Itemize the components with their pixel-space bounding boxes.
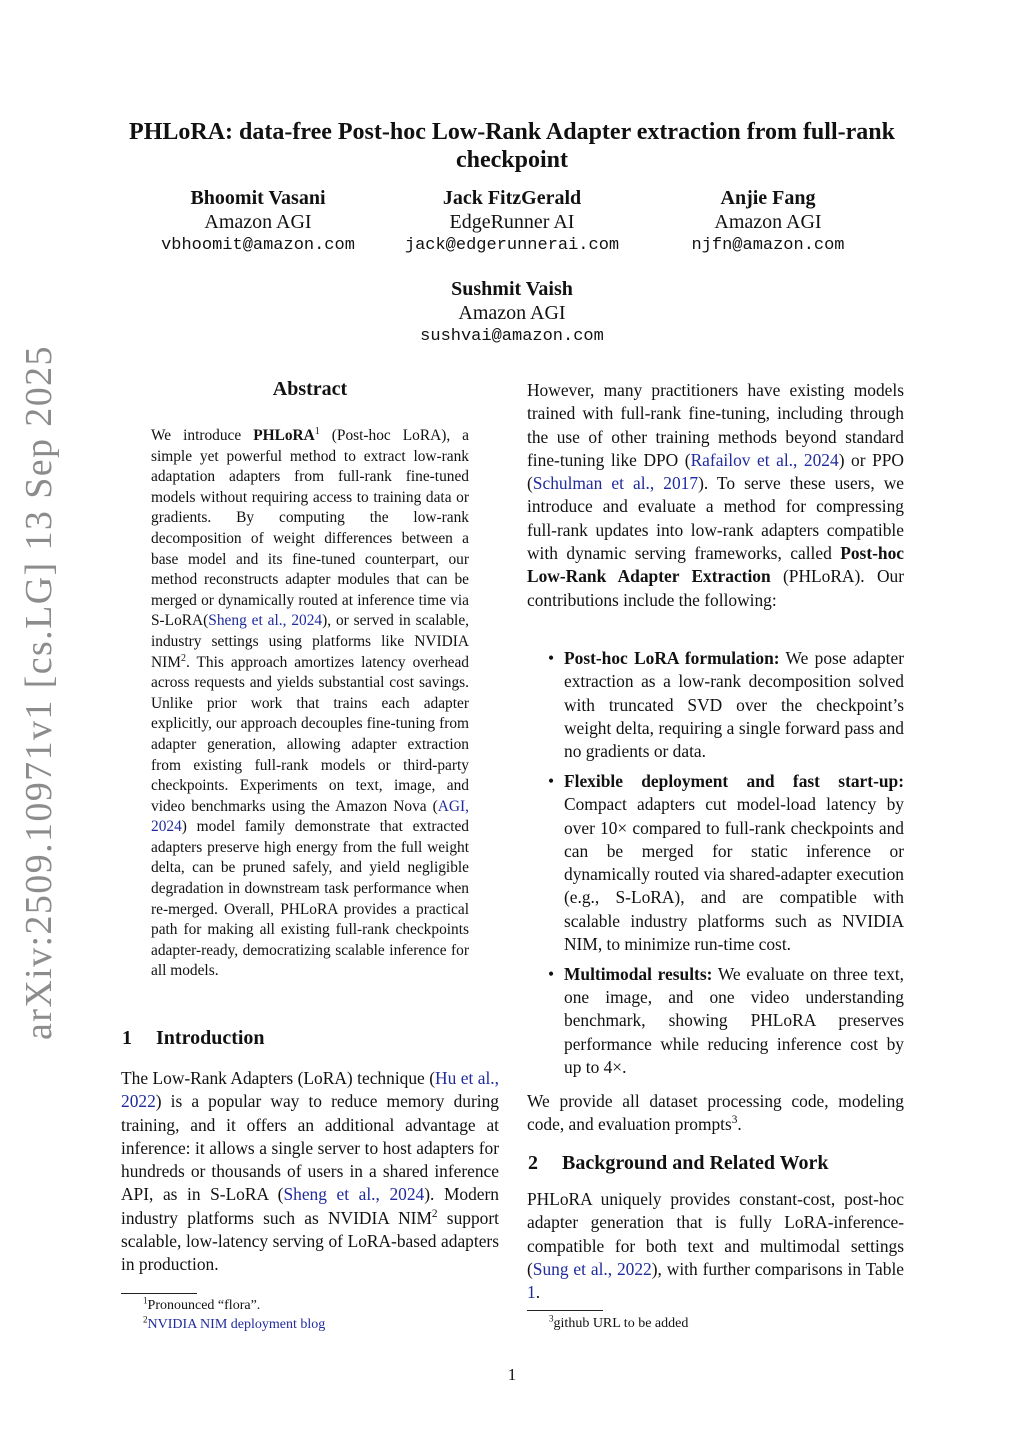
list-item: • Flexible deployment and fast start-up: Compact adapters cut model-load latency by over 10× compared to full-rank checkpoints and can be merged for static inference or dynamically routed via shared-adapter execution (e.g., S-LoRA), and are compatible with scalable industry platforms such as NVIDIA NIM, to minimize run-time cost. — [548, 770, 904, 955]
abstract-heading: Abstract — [272, 378, 348, 400]
footnote-marker[interactable]: 2 — [431, 1207, 438, 1220]
author-name: Jack FitzGerald — [442, 187, 582, 209]
section-heading-background: 2 Background and Related Work — [528, 1152, 829, 1174]
author-email[interactable]: njfn@amazon.com — [691, 236, 845, 255]
footnote-2: $^2$NVIDIA NIM deployment blog — [143, 1314, 326, 1332]
author-name: Bhoomit Vasani — [190, 187, 326, 209]
citation-link[interactable]: AGI, 2024 — [151, 797, 469, 836]
bullet-icon: • — [548, 963, 555, 984]
citation-link[interactable]: Schulman et al., 2017 — [532, 473, 699, 494]
footnote-1: $^1$Pronounced “flora”. — [143, 1295, 261, 1313]
citation-link[interactable]: Rafailov et al., 2024 — [690, 449, 839, 470]
author-affiliation: Amazon AGI — [458, 302, 566, 324]
footnote-divider — [527, 1310, 603, 1311]
author-email[interactable]: jack@edgerunnerai.com — [404, 236, 620, 255]
citation-link[interactable]: Hu et al., 2022 — [121, 1068, 499, 1112]
bullet-icon: • — [548, 648, 555, 668]
intro-continued-paragraph: However, many practitioners have existing models trained with full-rank fine-tuning, including through the use of other training methods beyond standard fine-tuning like DPO (Rafailov et al., 2024) or PPO (Schulman et al., 2017). To serve these users, we introduce and evaluate a method for compressing full-rank updates into low-rank adapters compatible with dynamic serving frameworks, called Post-hoc Low-Rank Adapter Extraction (PHLoRA). Our contributions include the following: — [527, 380, 904, 610]
bullet-icon: • — [548, 770, 555, 791]
author-block — [118, 186, 398, 258]
intro-paragraph: The Low-Rank Adapters (LoRA) technique (Hu et al., 2022) is a popular way to reduce memory during training, and it offers an additional advantage at inference: it allows a single server to host adapters for hundreds or thousands of users in a shared inference API, as in S-LoRA (Sheng et al., 2024). Modern industry platforms such as NVIDIA NIM$^2$ support scalable, low-latency serving of LoRA-based adapters in production. — [121, 1068, 500, 1275]
list-item: • Post-hoc LoRA formulation: We pose adapter extraction as a low-rank decomposition solved with truncated SVD over the checkpoint’s weight delta, requiring a single forward pass and no gradients or data. — [548, 648, 905, 762]
footnote-3: $^3$github URL to be added — [549, 1313, 689, 1331]
citation-link[interactable]: Sheng et al., 2024 — [208, 612, 323, 630]
footnote-marker[interactable]: 2 — [180, 652, 186, 664]
arxiv-stamp: arXiv:2509.10971v1 [cs.LG] 13 Sep 2025 — [18, 345, 60, 1040]
page-number: 1 — [507, 1365, 517, 1384]
resources-paragraph: We provide all dataset processing code, modeling code, and evaluation prompts$^3$. — [527, 1091, 904, 1135]
background-paragraph: PHLoRA uniquely provides constant-cost, post-hoc adapter generation that is fully LoRA-inference-compatible for both text and multimodal settings (Sung et al., 2022), with further comparisons in Table 1. — [527, 1189, 904, 1303]
citation-link[interactable]: Sung et al., 2022 — [532, 1258, 652, 1279]
footnote-divider — [121, 1293, 197, 1294]
author-name: Anjie Fang — [720, 187, 816, 209]
author-email[interactable]: sushvai@amazon.com — [420, 327, 604, 346]
method-name: PHLoRA — [253, 427, 315, 444]
citation-link[interactable]: Sheng et al., 2024 — [283, 1184, 425, 1205]
paper-title: PHLoRA: data-free Post-hoc Low-Rank Adapter extraction from full-rank checkpoint — [129, 119, 895, 173]
author-affiliation: Amazon AGI — [204, 211, 312, 233]
author-email[interactable]: vbhoomit@amazon.com — [161, 236, 355, 255]
author-name: Sushmit Vaish — [451, 278, 573, 300]
abstract-text: We introduce PHLoRA$^1$ (Post-hoc LoRA), a simple yet powerful method to extract low-rank adaptation adapters from full-rank fine-tuned models without requiring access to training data or gradients. By computing the low-rank decomposition of weight differences between a base model and its fine-tuned counterpart, our method reconstructs adapter modules that can be merged or dynamically routed at inference time via S-LoRA(Sheng et al., 2024), or served in scalable, industry settings using platforms like NVIDIA NIM$^2$. This approach amortizes latency overhead across requests and yields substantial cost savings. Unlike prior work that trains each adapter explicitly, our approach decouples fine-tuning from adapter generation, allowing adapter extraction from existing full-rank models or third-party checkpoints. Experiments on text, image, and video benchmarks using the Amazon Nova (AGI, 2024) model family demonstrate that extracted adapters preserve high energy from the full weight delta, can be pruned safely, and yield negligible degradation in downstream task performance when re-merged. Overall, PHLoRA provides a practical path for making all existing full-rank checkpoints adapter-ready, democratizing scalable inference for all models. — [151, 425, 469, 980]
contributions-list — [548, 647, 904, 1086]
author-block — [628, 186, 908, 258]
footnote-marker[interactable]: 3 — [731, 1114, 738, 1127]
table-reference[interactable]: 1 — [527, 1282, 536, 1303]
list-item: • Multimodal results: We evaluate on three text, one image, and one video understanding benchmark, showing PHLoRA preserves performance while reducing inference cost by up to 4×. — [548, 963, 904, 1078]
section-heading-introduction: 1 Introduction — [122, 1027, 265, 1049]
footnote-link[interactable]: NVIDIA NIM deployment blog — [147, 1317, 326, 1332]
author-block — [372, 277, 652, 349]
author-block — [372, 186, 652, 258]
method-full-name: Post-hoc Low-Rank Adapter Extraction — [527, 543, 904, 587]
footnote-marker[interactable]: 1 — [314, 425, 320, 437]
author-affiliation: Amazon AGI — [714, 211, 822, 233]
author-affiliation: EdgeRunner AI — [449, 211, 575, 233]
